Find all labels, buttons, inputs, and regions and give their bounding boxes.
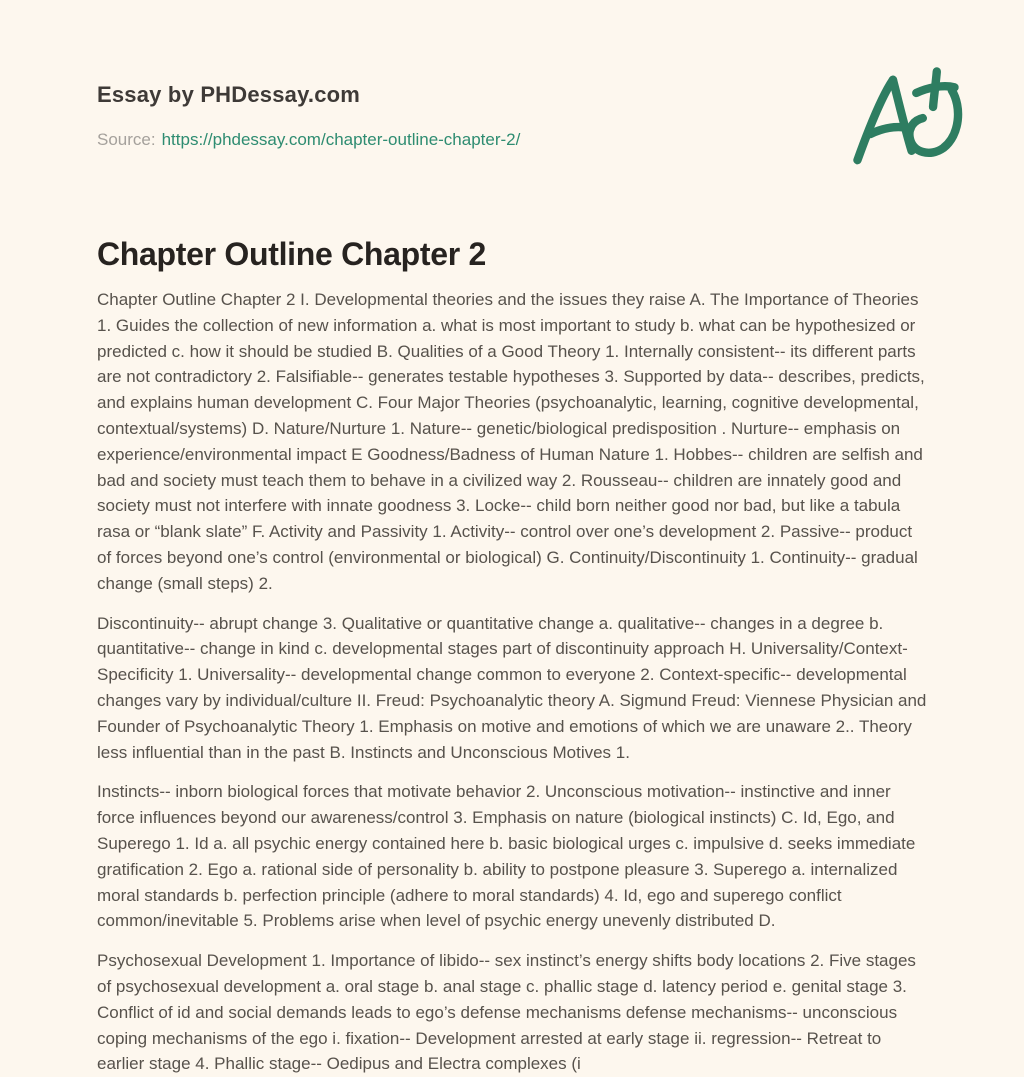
- essay-body: [97, 287, 927, 1077]
- source-url-link[interactable]: https://phdessay.com/chapter-outline-chapter-2/: [161, 130, 521, 149]
- essay-paragraph-1: Chapter Outline Chapter 2 I. Developmental theories and the issues they raise A. The Importance of Theories 1. Guides the collection of new information a. what is most important to study b. what can be hypothesized or predicted c. how it should be studied B. Qualities of a Good Theory 1. Internally consistent-- its different parts are not contradictory 2. Falsifiable-- generates testable hypotheses 3. Supported by data-- describes, predicts, and explains human development C. Four Major Theories (psychoanalytic, learning, cognitive developmental, contextual/systems) D. Nature/Nurture 1. Nature-- genetic/biological predisposition . Nurture-- emphasis on experience/environmental impact E Goodness/Badness of Human Nature 1. Hobbes-- children are selfish and bad and society must teach them to behave in a civilized way 2. Rousseau-- children are innately good and society must not interfere with innate goodness 3. Locke-- child born neither good nor bad, but like a tabula rasa or “blank slate” F. Activity and Passivity 1. Activity-- control over one’s development 2. Passive-- product of forces beyond one’s control (environmental or biological) G. Continuity/Discontinuity 1. Continuity-- gradual change (small steps) 2.: [97, 290, 925, 593]
- page-header: [97, 82, 927, 150]
- essay-paragraph-4: Psychosexual Development 1. Importance of libido-- sex instinct’s energy shifts body locations 2. Five stages of psychosexual development a. oral stage b. anal stage c. phallic stage d. latency period e. genital stage 3. Conflict of id and social demands leads to ego’s defense mechanisms defense mechanisms-- unconscious coping mechanisms of the ego i. fixation-- Development arrested at early stage ii. regression-- Retreat to earlier stage 4. Phallic stage-- Oedipus and Electra complexes (i: [97, 951, 916, 1074]
- brand-title: Essay by PHDessay.com: [97, 82, 361, 107]
- essay-paragraph-3: Instincts-- inborn biological forces that motivate behavior 2. Unconscious motivation-- instinctive and inner force influences beyond our awareness/control 3. Emphasis on nature (biological instincts) C. Id, Ego, and Superego 1. Id a. all psychic energy contained here b. basic biological urges c. impulsive d. seeks immediate gratification 2. Ego a. rational side of personality b. ability to postpone pleasure 3. Superego a. internalized moral standards b. perfection principle (adhere to moral standards) 4. Id, ego and superego conflict common/inevitable 5. Problems arise when level of psychic energy unevenly distributed D.: [97, 782, 916, 931]
- essay-paragraph-2: Discontinuity-- abrupt change 3. Qualitative or quantitative change a. qualitative-- changes in a degree b. quantitative-- change in kind c. developmental stages part of discontinuity approach H. Universality/Context-Specificity 1. Universality-- developmental change common to everyone 2. Context-specific-- developmental changes vary by individual/culture II. Freud: Psychoanalytic theory A. Sigmund Freud: Viennese Physician and Founder of Psychoanalytic Theory 1. Emphasis on motive and emotions of which we are unaware 2.. Theory less influential than in the past B. Instincts and Unconscious Motives 1.: [97, 613, 927, 762]
- logo-a-left-stroke: [857, 80, 892, 160]
- phdessay-a-plus-logo: [844, 64, 968, 176]
- source-label: Source:: [97, 130, 156, 149]
- page-title: Chapter Outline Chapter 2: [97, 236, 487, 272]
- source-line: [97, 130, 927, 150]
